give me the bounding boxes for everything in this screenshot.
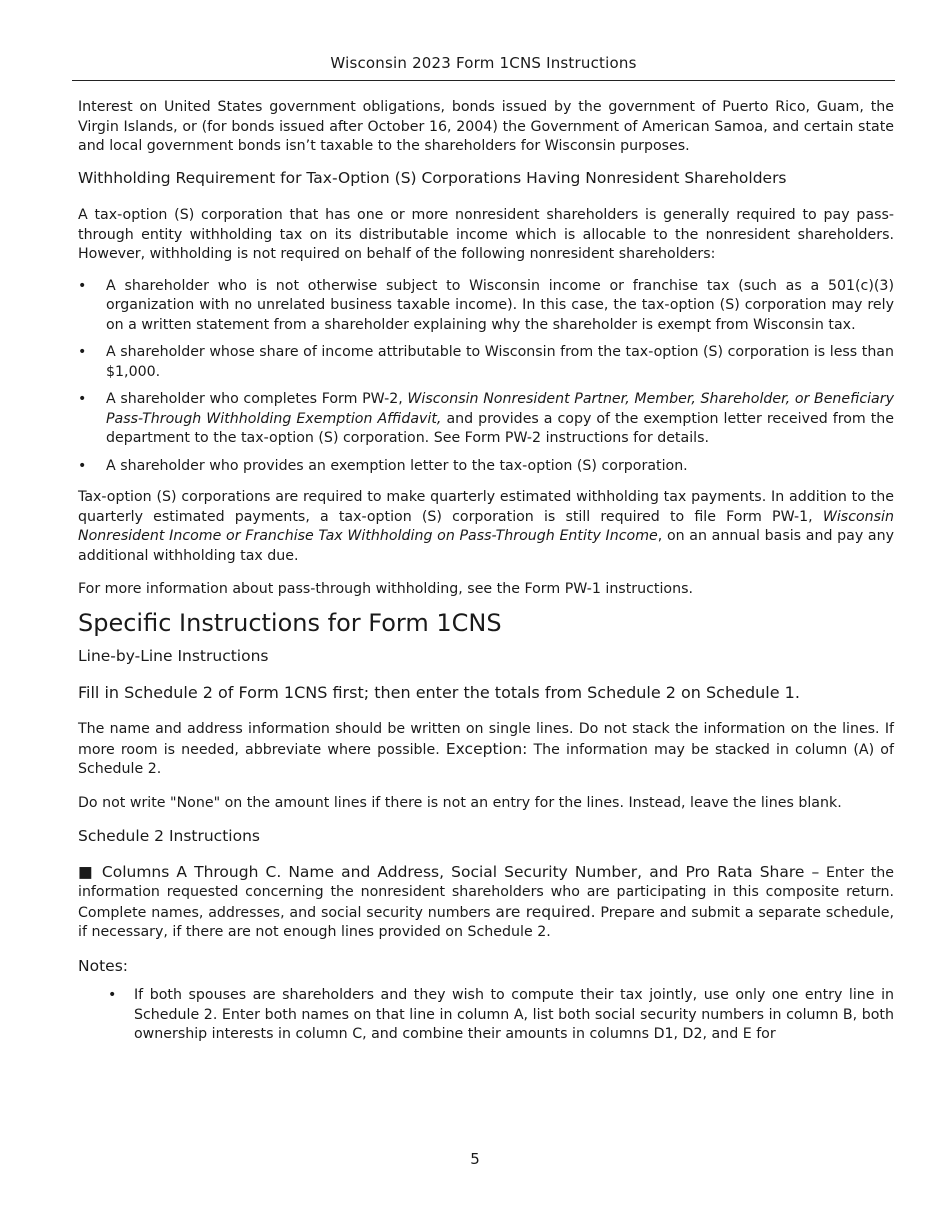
quarterly-paragraph <box>78 488 894 566</box>
bullet-3-prefix: A shareholder who completes Form PW-2, <box>106 391 408 407</box>
withholding-heading: Withholding Requirement for Tax-Option (S) Corporations Having Nonresident Shareholders <box>78 168 787 187</box>
none-note-paragraph: Do not write "None" on the amount lines if there is not an entry for the lines. Instead, leave the lines blank. <box>78 794 842 811</box>
bullet-3-suffix: and provides a copy of the exemption letter received from the department to the tax-option (S) corporation. See Form PW-2 instructions for details. <box>106 410 895 446</box>
quarterly-prefix: Tax-option (S) corporations are required to make quarterly estimated withholding tax payments. In addition to the quarterly estimated payments, a tax-option (S) corporation is still required to file Form PW-1, <box>78 489 894 525</box>
columns-text-1: Enter the information requested concerning the nonresident shareholders who are participating in this composite return. Complete names, addresses, and social security numbers <box>78 864 895 921</box>
intro-paragraph: Interest on United States government obligations, bonds issued by the government of Puerto Rico, Guam, the Virgin Islands, or (for bonds issued after October 16, 2004) the Government of American Samoa, and certain state and local government bonds isn’t taxable to the shareholders for Wisconsin purposes. <box>78 99 894 154</box>
list-item: • If both spouses are shareholders and they wish to compute their tax jointly, use only one entry line in Schedule 2. Enter both names on that line in column A, list both social security numbers in column B, both ownership interests in column C, and combine their amounts in columns D1, D2, and E for <box>78 986 894 1045</box>
pw2-form-title: Wisconsin Nonresident Partner, Member, Shareholder, or Beneficiary Pass-Through Withholding Exemption Affidavit, <box>106 391 894 427</box>
header-divider <box>72 80 895 81</box>
required-emphasis: are required. <box>495 902 596 921</box>
schedule2-heading: Schedule 2 Instructions <box>78 827 260 845</box>
withholding-paragraph: A tax-option (S) corporation that has one or more nonresident shareholders is generally required to pay pass-through entity withholding tax on its distributable income which is allocable to the nonresident shareholders. However, withholding is not required on behalf of the following nonresident shareholders: <box>78 207 894 262</box>
list-item: • A shareholder who is not otherwise subject to Wisconsin income or franchise tax (such as a 501(c)(3) organization with no unrelated business taxable income). In this case, the tax-option (S) corporation may rely on a written statement from a shareholder explaining why the shareholder is exempt from Wisconsin tax. <box>78 277 894 336</box>
page-header-title: Wisconsin 2023 Form 1CNS Instructions <box>330 54 637 72</box>
quarterly-suffix: , on an annual basis and pay any additional withholding tax due. <box>78 528 894 564</box>
pw1-form-title: Wisconsin Nonresident Income or Franchise Tax Withholding on Pass-Through Entity Income <box>78 508 894 544</box>
notes-label: Notes: <box>78 956 128 975</box>
columns-paragraph <box>78 863 894 943</box>
name-address-prefix: The name and address information should be written on single lines. Do not stack the information on the lines. If more room is needed, abbreviate where possible. <box>78 721 894 758</box>
name-address-paragraph <box>78 720 894 780</box>
name-address-suffix: The information may be stacked in column (A) of Schedule 2. <box>78 741 894 777</box>
more-info-paragraph: For more information about pass-through withholding, see the Form PW-1 instructions. <box>78 581 693 597</box>
page-number: 5 <box>470 1150 480 1168</box>
fill-in-instruction: Fill in Schedule 2 of Form 1CNS first; then enter the totals from Schedule 2 on Schedule 1. <box>78 682 800 702</box>
exemption-list <box>78 277 894 477</box>
columns-text-2: Prepare and submit a separate schedule, if necessary, if there are not enough lines provided on Schedule 2. <box>78 904 894 940</box>
list-item <box>78 390 894 449</box>
line-by-line-heading: Line-by-Line Instructions <box>78 647 269 665</box>
columns-lead: ■ Columns A Through C. Name and Address, Social Security Number, and Pro Rata Share – <box>78 862 820 881</box>
specific-instructions-heading: Specific Instructions for Form 1CNS <box>78 608 502 637</box>
list-item: • A shareholder whose share of income attributable to Wisconsin from the tax-option (S) corporation is less than $1,000. <box>78 343 894 382</box>
list-item: • A shareholder who provides an exemption letter to the tax-option (S) corporation. <box>78 457 894 477</box>
notes-list <box>78 986 894 1045</box>
exception-label: Exception: <box>445 739 528 758</box>
document-body <box>78 98 894 1045</box>
